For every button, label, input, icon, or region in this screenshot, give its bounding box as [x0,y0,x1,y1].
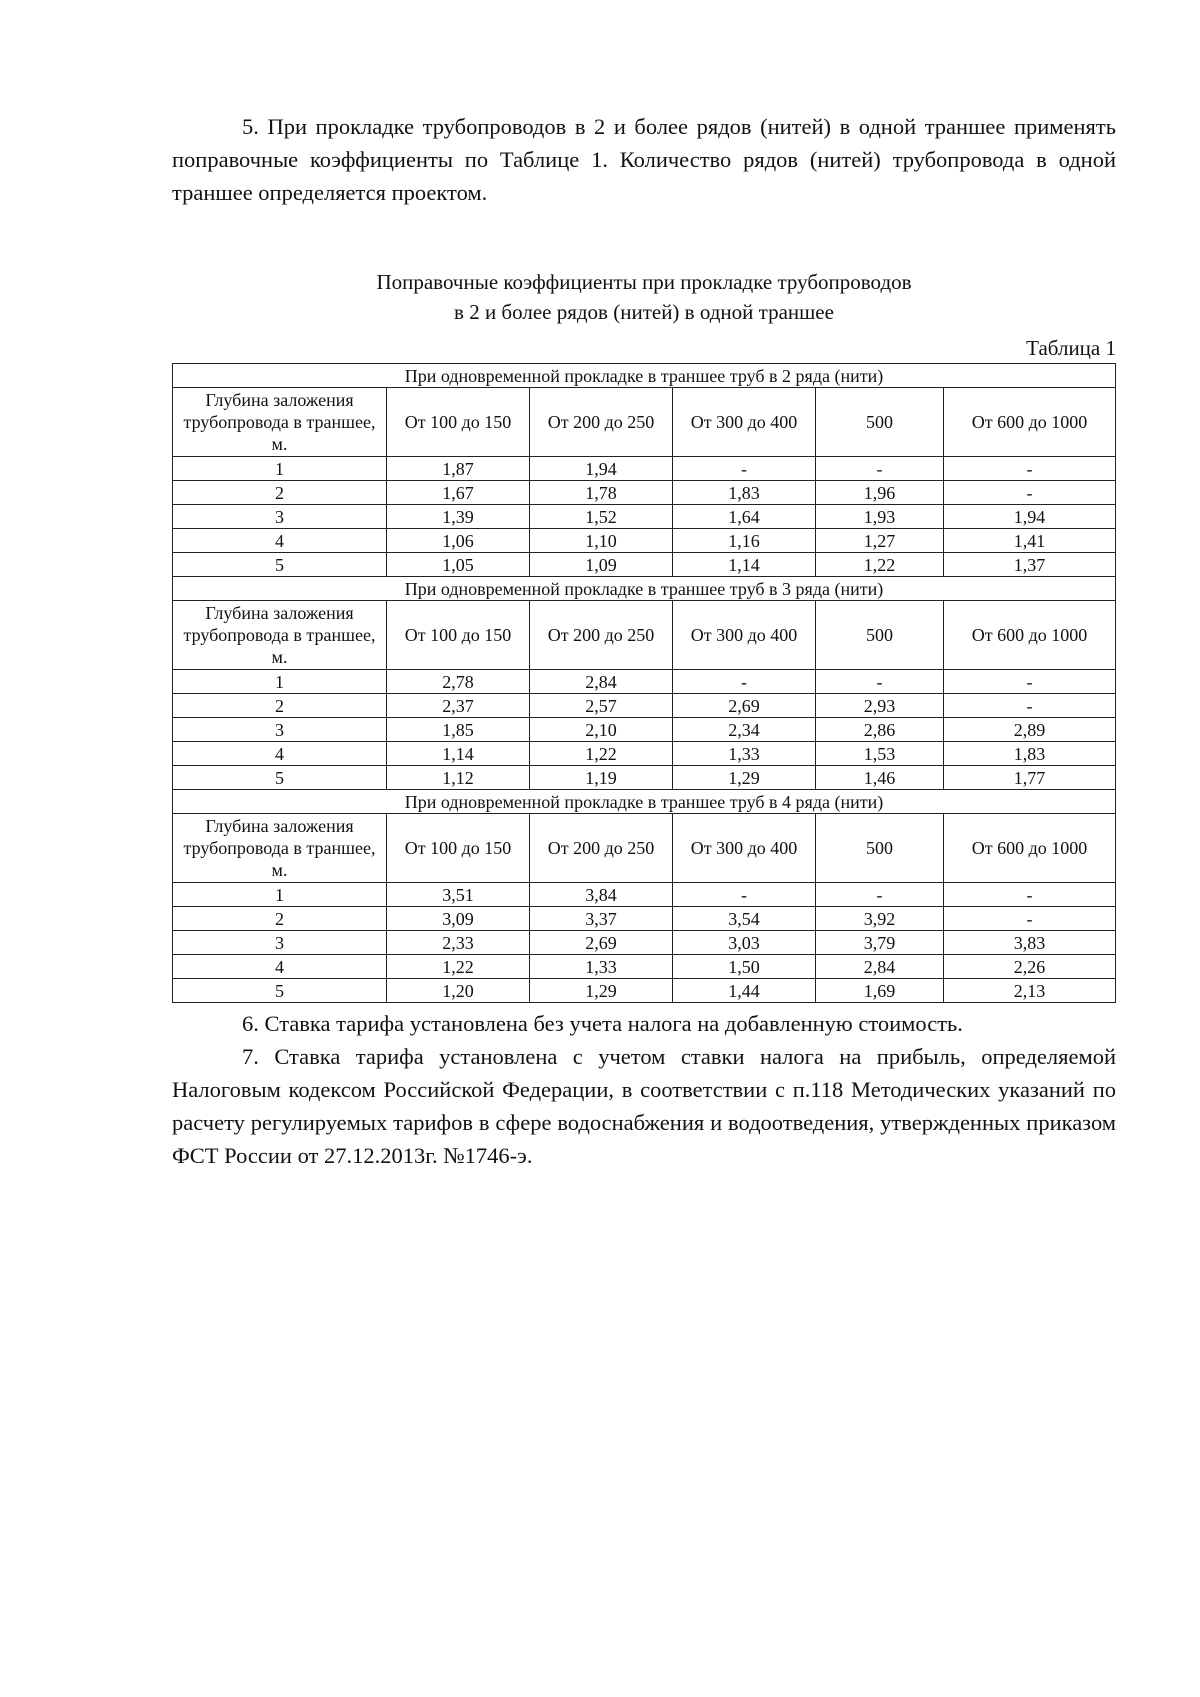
section-title-row [173,364,1116,388]
header-cell: От 100 до 150 [387,814,530,883]
table-cell: 2,86 [816,718,944,742]
table-cell: 3,83 [944,931,1116,955]
table-cell: 3,51 [387,883,530,907]
table-cell: 2,26 [944,955,1116,979]
table-cell: - [673,670,816,694]
table-row [173,505,1116,529]
table-row [173,529,1116,553]
table-cell: 1,78 [530,481,673,505]
table-cell: 3,84 [530,883,673,907]
table-cell: - [816,670,944,694]
table-cell: 3,37 [530,907,673,931]
table-cell: 2 [173,694,387,718]
table-cell: 3 [173,931,387,955]
table-cell: - [944,694,1116,718]
table-cell: 4 [173,955,387,979]
table-cell: 2,57 [530,694,673,718]
table-cell: - [673,883,816,907]
table-cell: 1,22 [816,553,944,577]
table-row [173,457,1116,481]
table-row [173,670,1116,694]
header-row [173,601,1116,670]
table-cell: 2,10 [530,718,673,742]
table-row [173,553,1116,577]
table-cell: 1,06 [387,529,530,553]
table-cell: 2,69 [673,694,816,718]
table-cell: 2,84 [816,955,944,979]
table-cell: 1,37 [944,553,1116,577]
table-row [173,907,1116,931]
table-row [173,766,1116,790]
header-cell: 500 [816,388,944,457]
header-cell: От 200 до 250 [530,388,673,457]
header-cell: От 600 до 1000 [944,388,1116,457]
table-cell: 1,96 [816,481,944,505]
table-row [173,718,1116,742]
table-cell: 1,94 [944,505,1116,529]
table-cell: 1,33 [530,955,673,979]
table-cell: - [673,457,816,481]
table-cell: 2,13 [944,979,1116,1003]
table-cell: 1,27 [816,529,944,553]
table-cell: 4 [173,529,387,553]
table-cell: 3,54 [673,907,816,931]
table-cell: 1,67 [387,481,530,505]
table-cell: 1,77 [944,766,1116,790]
header-cell: От 600 до 1000 [944,814,1116,883]
table-cell: 1,29 [673,766,816,790]
section-title: При одновременной прокладке в траншее труб в 4 ряда (нити) [173,790,1116,814]
table-cell: 5 [173,553,387,577]
section-title-row [173,577,1116,601]
table-cell: 1,53 [816,742,944,766]
paragraph-7: 7. Ставка тарифа установлена с учетом ставки налога на прибыль, определяемой Налоговым кодексом Российской Федерации, в соответствии с п.118 Методических указаний по расчету регулируемых тарифов в сфере водоснабжения и водоотведения, утвержденных приказом ФСТ России от 27.12.2013г. №1746-э. [172,1044,1116,1168]
table-cell: 1,12 [387,766,530,790]
table-cell: 1,46 [816,766,944,790]
table-cell: 2,33 [387,931,530,955]
table-cell: 2,89 [944,718,1116,742]
table-row [173,694,1116,718]
table-cell: 1,16 [673,529,816,553]
table-cell: 1,22 [387,955,530,979]
table-row [173,883,1116,907]
table-cell: 5 [173,979,387,1003]
table-row [173,742,1116,766]
table-cell: 1,39 [387,505,530,529]
closing-paragraphs [172,1007,1116,1172]
table-cell: 1,85 [387,718,530,742]
header-row [173,814,1116,883]
table-cell: 2,93 [816,694,944,718]
table-cell: 1,22 [530,742,673,766]
table-cell: 1,05 [387,553,530,577]
table-row [173,481,1116,505]
table-cell: 3,79 [816,931,944,955]
table-label: Таблица 1 [1026,336,1116,360]
section-title: При одновременной прокладке в траншее труб в 3 ряда (нити) [173,577,1116,601]
table-cell: 4 [173,742,387,766]
table-cell: 3,03 [673,931,816,955]
header-cell-depth: Глубина заложения трубопровода в траншее, м. [173,814,387,883]
table-cell: 1,14 [673,553,816,577]
table-row [173,979,1116,1003]
table-cell: 1,09 [530,553,673,577]
table-cell: 1,41 [944,529,1116,553]
table-row [173,931,1116,955]
section-title-row [173,790,1116,814]
table-cell: - [944,907,1116,931]
table-cell: 1,94 [530,457,673,481]
header-cell: От 100 до 150 [387,388,530,457]
header-cell: От 300 до 400 [673,601,816,670]
table-cell: 3 [173,718,387,742]
document-page [172,110,1116,1172]
header-cell: От 200 до 250 [530,814,673,883]
table-cell: 1 [173,883,387,907]
table-cell: 2,78 [387,670,530,694]
table-cell: 1,33 [673,742,816,766]
table-cell: - [816,883,944,907]
table-cell: 3,09 [387,907,530,931]
table-cell: 2,69 [530,931,673,955]
table-title-line-1: Поправочные коэффициенты при прокладке трубопроводов [376,270,912,294]
table-row [173,955,1116,979]
table-cell: 1,29 [530,979,673,1003]
table-cell: 5 [173,766,387,790]
table-cell: - [816,457,944,481]
table-cell: 1,93 [816,505,944,529]
header-cell-depth: Глубина заложения трубопровода в траншее, м. [173,601,387,670]
table-cell: 2,34 [673,718,816,742]
table-cell: 1,19 [530,766,673,790]
table-cell: 1,64 [673,505,816,529]
header-cell: От 300 до 400 [673,814,816,883]
table-cell: 1,50 [673,955,816,979]
table-cell: - [944,457,1116,481]
section-title: При одновременной прокладке в траншее труб в 2 ряда (нити) [173,364,1116,388]
table-cell: - [944,670,1116,694]
header-cell: 500 [816,814,944,883]
table-cell: 1,20 [387,979,530,1003]
header-cell: От 200 до 250 [530,601,673,670]
table-cell: 1,83 [944,742,1116,766]
table-title-line-2: в 2 и более рядов (нитей) в одной траншее [454,300,834,324]
table-cell: 1,10 [530,529,673,553]
table-cell: - [944,481,1116,505]
table-cell: 1,69 [816,979,944,1003]
table-cell: - [944,883,1116,907]
table-cell: 2 [173,907,387,931]
paragraph-6: 6. Ставка тарифа установлена без учета налога на добавленную стоимость. [242,1011,963,1036]
header-cell-depth: Глубина заложения трубопровода в траншее, м. [173,388,387,457]
table-cell: 2,84 [530,670,673,694]
table-cell: 1 [173,457,387,481]
table-cell: 1,14 [387,742,530,766]
table-cell: 1,83 [673,481,816,505]
header-cell: От 300 до 400 [673,388,816,457]
table-cell: 1,52 [530,505,673,529]
coefficients-table [172,363,1116,1003]
paragraph-5: 5. При прокладке трубопроводов в 2 и более рядов (нитей) в одной траншее применять поправочные коэффициенты по Таблице 1. Количество рядов (нитей) трубопровода в одной траншее определяется проектом. [172,114,1116,205]
table-cell: 1,87 [387,457,530,481]
header-cell: От 100 до 150 [387,601,530,670]
table-cell: 3,92 [816,907,944,931]
table-cell: 3 [173,505,387,529]
table-cell: 1 [173,670,387,694]
table-cell: 1,44 [673,979,816,1003]
table-cell: 2,37 [387,694,530,718]
table-cell: 2 [173,481,387,505]
header-cell: От 600 до 1000 [944,601,1116,670]
header-row [173,388,1116,457]
header-cell: 500 [816,601,944,670]
